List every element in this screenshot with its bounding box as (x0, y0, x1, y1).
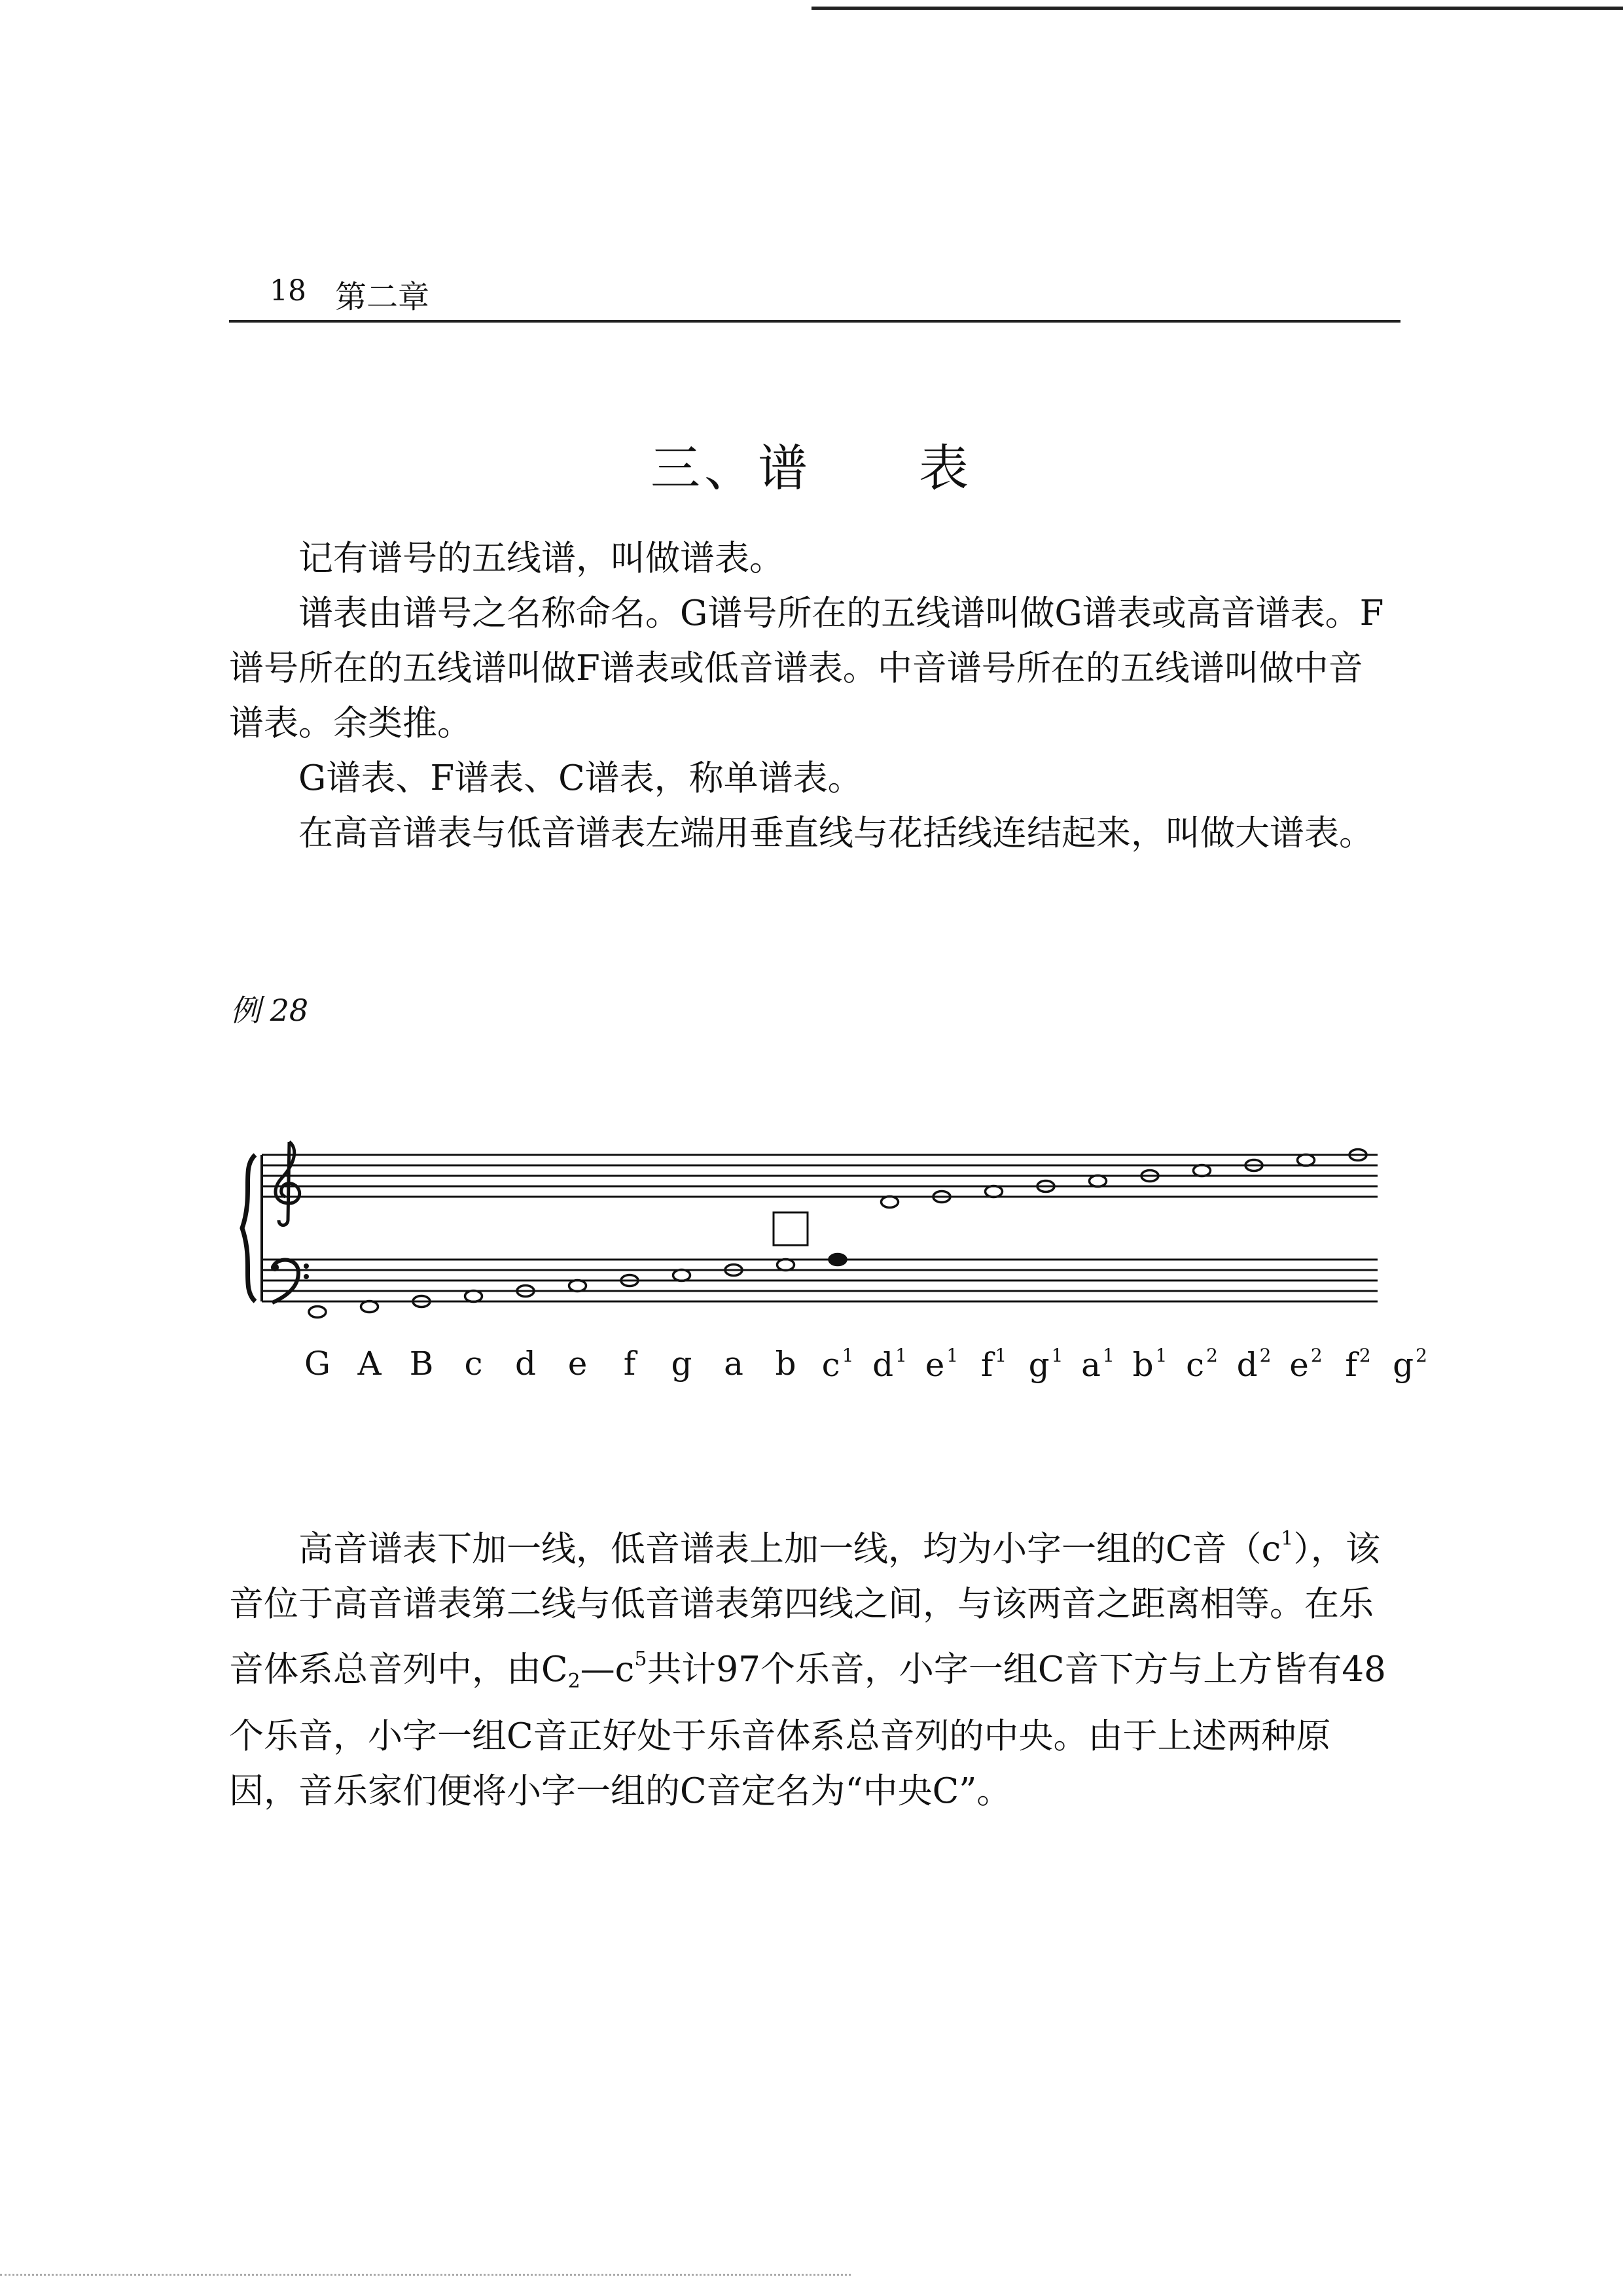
bass-staff-lines (262, 1260, 1378, 1301)
note-name: e $^2$ (1289, 1345, 1323, 1384)
paragraph: 记有谱号的五线谱，叫做谱表。 (298, 539, 784, 578)
brace (242, 1155, 255, 1301)
note-name: f (623, 1345, 636, 1383)
paragraph: 谱表由谱号之名称命名。G谱号所在的五线谱叫做G谱表或高音谱表。F谱号所在的五线谱叫做F谱表或低音谱表。中音谱号所在的五线谱叫做中音谱表。余类推。 (229, 593, 1384, 743)
paragraph: 在高音谱表与低音谱表左端用垂直线与花括线连结起来，叫做大谱表。 (298, 813, 1374, 853)
note-head (1194, 1165, 1211, 1176)
note-name: f $^2$ (1345, 1345, 1371, 1384)
note-head (1298, 1155, 1315, 1166)
page-number: 18 (270, 274, 306, 308)
note-head (309, 1307, 326, 1318)
middle-c-box (774, 1212, 808, 1245)
note-name: c (464, 1345, 483, 1383)
middle-c-explanation (229, 1511, 1391, 1819)
top-edge-rule (812, 7, 1623, 10)
note-name: e (567, 1345, 588, 1383)
note-name: f $^1$ (980, 1345, 1007, 1384)
note-name: a $^1$ (1081, 1345, 1115, 1384)
paragraph: G谱表、F谱表、C谱表，称单谱表。 (298, 758, 863, 798)
example-label: 例 28 (230, 993, 309, 1028)
middle-c-note (829, 1254, 846, 1265)
note-name: B (409, 1345, 434, 1383)
note-name: b (775, 1345, 796, 1383)
note-name: g (671, 1345, 692, 1383)
chapter-title: 第二章 (335, 279, 430, 315)
note-name: c $^1$ (821, 1345, 854, 1384)
note-head (986, 1186, 1003, 1197)
note-head (882, 1197, 899, 1208)
note-name: A (357, 1345, 382, 1383)
page-header (229, 265, 1400, 323)
note-head (465, 1291, 482, 1302)
note-name: d $^2$ (1236, 1345, 1272, 1384)
note-name-row (288, 1345, 1427, 1397)
section-title: 三、谱 表 (651, 439, 972, 497)
note-name: a (724, 1345, 743, 1383)
scan-artifact (0, 2274, 851, 2280)
note-head (361, 1301, 378, 1313)
note-name: c $^2$ (1186, 1345, 1218, 1384)
treble-staff-lines (262, 1155, 1378, 1197)
note-name: b $^1$ (1132, 1345, 1168, 1384)
note-head (777, 1260, 794, 1271)
note-name: g $^2$ (1393, 1345, 1427, 1384)
note-name: G (304, 1345, 330, 1383)
note-head (673, 1270, 690, 1281)
note-name: e $^1$ (925, 1345, 959, 1384)
header-rule (229, 320, 1400, 323)
note-name: g $^1$ (1028, 1345, 1063, 1384)
note-name: d (514, 1345, 537, 1383)
note-head (1090, 1176, 1107, 1187)
paragraph: 高音谱表下加一线，低音谱表上加一线，均为小字一组的C音$(c^1)$，该音位于高音谱表第二线与低音谱表第四线之间，与该两音之距离相等。在乐音体系总音列中，由$C_2—c^5$共计97个乐音，小字一组C音下方与上方皆有48个乐音，小字一组C音正好处于乐音体系总音列的中央。由于上述两种原因，音乐家们便将小字一组的C音定名为“中央C”。 (229, 1527, 1386, 1811)
grand-staff (236, 1122, 1387, 1332)
intro-text (229, 531, 1391, 861)
note-head (569, 1280, 586, 1292)
note-name: d $^1$ (872, 1345, 907, 1384)
